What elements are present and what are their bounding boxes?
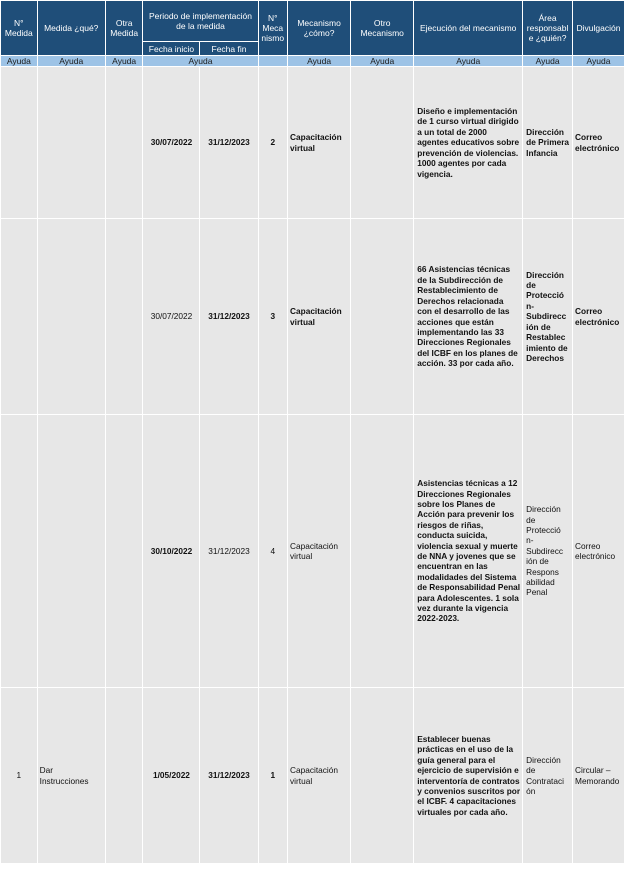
cell-medida: Dar Instrucciones — [37, 688, 105, 864]
header-n-mecanismo: N° Meca nismo — [258, 1, 288, 56]
cell-n-mecanismo: 2 — [258, 67, 288, 219]
header-n-medida: N° Medida — [1, 1, 38, 56]
cell-n-mecanismo: 1 — [258, 688, 288, 864]
help-link[interactable]: Ayuda — [143, 56, 258, 67]
table-row — [1, 415, 625, 688]
header-area: Área responsabl e ¿quién? — [523, 1, 573, 56]
cell-divulgacion: Correo electrónico — [573, 415, 625, 688]
cell-area: Dirección de Protecció n- Subdirecc ión de Restablec imiento de Derechos — [523, 219, 573, 415]
header-mecanismo: Mecanismo ¿cómo? — [288, 1, 351, 56]
cell-fecha-fin: 31/12/2023 — [200, 688, 258, 864]
help-link[interactable]: Ayuda — [523, 56, 573, 67]
help-link[interactable]: Ayuda — [288, 56, 351, 67]
cell-medida — [37, 415, 105, 688]
cell-otra-medida — [105, 688, 143, 864]
header-fecha-inicio: Fecha inicio — [143, 42, 200, 56]
cell-divulgacion: Correo electrónico — [573, 219, 625, 415]
cell-otro-mecanismo — [351, 688, 414, 864]
cell-otra-medida — [105, 415, 143, 688]
cell-ejecucion: Establecer buenas prácticas en el uso de la guía general para el ejercicio de supervisión e interventoría de contratos y convenios suscritos por el ICBF. 4 capacitaciones virtuales por cada año. — [414, 688, 523, 864]
help-cell-empty — [258, 56, 288, 67]
cell-n-mecanismo: 4 — [258, 415, 288, 688]
help-link[interactable]: Ayuda — [105, 56, 143, 67]
cell-mecanismo: Capacitación virtual — [288, 415, 351, 688]
cell-n-medida — [1, 219, 38, 415]
cell-otra-medida — [105, 67, 143, 219]
cell-fecha-inicio: 30/10/2022 — [143, 415, 200, 688]
table-row — [1, 688, 625, 864]
cell-otro-mecanismo — [351, 219, 414, 415]
cell-fecha-fin: 31/12/2023 — [200, 219, 258, 415]
cell-fecha-inicio: 30/07/2022 — [143, 67, 200, 219]
header-divulgacion: Divulgación — [573, 1, 625, 56]
cell-area: Dirección de Primera Infancia — [523, 67, 573, 219]
cell-otro-mecanismo — [351, 415, 414, 688]
cell-n-medida: 1 — [1, 688, 38, 864]
header-otra-medida: Otra Medida — [105, 1, 143, 56]
cell-ejecucion: Diseño e implementación de 1 curso virtual dirigido a un total de 2000 agentes educativos sobre prevención de violencias. 1000 agentes por cada vigencia. — [414, 67, 523, 219]
cell-fecha-inicio: 1/05/2022 — [143, 688, 200, 864]
header-fecha-fin: Fecha fin — [200, 42, 258, 56]
help-link[interactable]: Ayuda — [1, 56, 38, 67]
cell-ejecucion: 66 Asistencias técnicas de la Subdirección de Restablecimiento de Derechos relacionada con el desarrollo de las acciones que están implementando las 33 Direcciones Regionales del ICBF en los planes de acción. 33 por cada año. — [414, 219, 523, 415]
cell-mecanismo: Capacitación virtual — [288, 219, 351, 415]
cell-n-medida — [1, 415, 38, 688]
cell-ejecucion: Asistencias técnicas a 12 Direcciones Regionales sobre los Planes de Acción para prevenir los riesgos de riñas, conducta suicida, violencia sexual y muerte de NNA y jovenes que se encuentran en las modalidades del Sistema de Responsabilidad Penal para Adolescentes. 1 sola vez durante la vigencia 2022-2023. — [414, 415, 523, 688]
help-link[interactable]: Ayuda — [573, 56, 625, 67]
help-link[interactable]: Ayuda — [414, 56, 523, 67]
cell-fecha-inicio: 30/07/2022 — [143, 219, 200, 415]
header-periodo: Periodo de implementación de la medida — [143, 1, 258, 42]
cell-n-mecanismo: 3 — [258, 219, 288, 415]
cell-area: Dirección de Protecció n- Subdirecc ión de Respons abilidad Penal — [523, 415, 573, 688]
cell-otro-mecanismo — [351, 67, 414, 219]
cell-medida — [37, 219, 105, 415]
cell-n-medida — [1, 67, 38, 219]
table-row — [1, 219, 625, 415]
cell-divulgacion: Correo electrónico — [573, 67, 625, 219]
header-otro-mecanismo: Otro Mecanismo — [351, 1, 414, 56]
cell-fecha-fin: 31/12/2023 — [200, 67, 258, 219]
cell-divulgacion: Circular – Memorando — [573, 688, 625, 864]
header-medida: Medida ¿qué? — [37, 1, 105, 56]
help-link[interactable]: Ayuda — [37, 56, 105, 67]
table-row — [1, 67, 625, 219]
cell-medida — [37, 67, 105, 219]
header-ejecucion: Ejecución del mecanismo — [414, 1, 523, 56]
cell-mecanismo: Capacitación virtual — [288, 67, 351, 219]
cell-mecanismo: Capacitación virtual — [288, 688, 351, 864]
cell-otra-medida — [105, 219, 143, 415]
cell-fecha-fin: 31/12/2023 — [200, 415, 258, 688]
help-link[interactable]: Ayuda — [351, 56, 414, 67]
cell-area: Dirección de Contrataci ón — [523, 688, 573, 864]
